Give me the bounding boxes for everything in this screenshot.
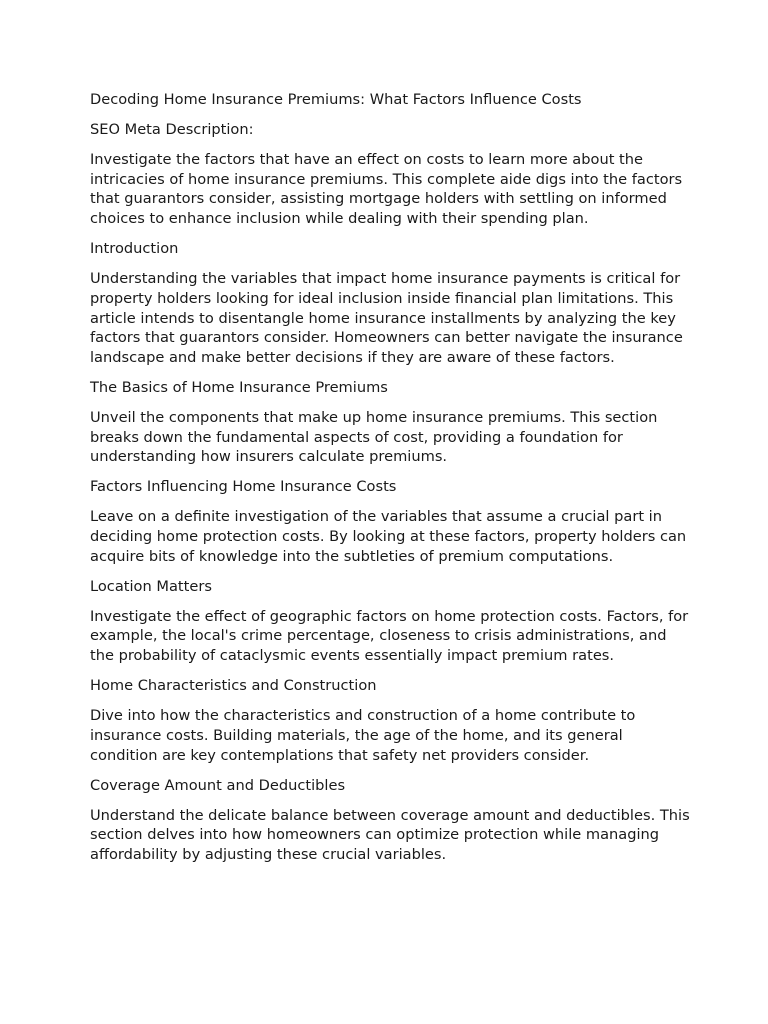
section-body-location: Investigate the effect of geographic factors on home protection costs. Factors, for example, the local's crime percentage, closeness to crisis administrations, and the probability of cataclysmic events essentially impact premium rates. xyxy=(90,607,689,665)
meta-label: SEO Meta Description: xyxy=(90,121,254,138)
section-heading-home-characteristics: Home Characteristics and Construction xyxy=(90,677,377,695)
document-title: Decoding Home Insurance Premiums: What Factors Influence Costs xyxy=(90,91,582,108)
section-body-introduction: Understanding the variables that impact home insurance payments is critical for property holders looking for ideal inclusion inside financial plan limitations. This article intends to disentangle home insurance installments by analyzing the key factors that guarantors consider. Homeowners can better navigate the insurance landscape and make better decisions if they are aware of these factors. xyxy=(90,270,683,366)
document-page xyxy=(90,90,690,875)
section-body-home-characteristics: Dive into how the characteristics and construction of a home contribute to insurance costs. Building materials, the age of the home, and its general condition are key contemplations that safety net providers consider. xyxy=(90,707,636,764)
section-body-factors: Leave on a definite investigation of the variables that assume a crucial part in deciding home protection costs. By looking at these factors, property holders can acquire bits of knowledge into the subtleties of premium computations. xyxy=(90,508,687,565)
section-heading-introduction: Introduction xyxy=(90,240,179,258)
section-heading-basics: The Basics of Home Insurance Premiums xyxy=(90,378,388,396)
section-heading-factors: Factors Influencing Home Insurance Costs xyxy=(90,478,397,496)
section-body-basics: Unveil the components that make up home insurance premiums. This section breaks down the fundamental aspects of cost, providing a foundation for understanding how insurers calculate premiums. xyxy=(90,408,658,466)
section-heading-coverage: Coverage Amount and Deductibles xyxy=(90,776,346,794)
section-heading-location: Location Matters xyxy=(90,577,212,595)
section-body-coverage: Understand the delicate balance between coverage amount and deductibles. This section delves into how homeowners can optimize protection while managing affordability by adjusting these crucial variables. xyxy=(90,806,690,863)
meta-description: Investigate the factors that have an effect on costs to learn more about the intricacies of home insurance premiums. This complete aide digs into the factors that guarantors consider, assisting mortgage holders with settling on informed choices to enhance inclusion while dealing with their spending plan. xyxy=(90,151,683,228)
